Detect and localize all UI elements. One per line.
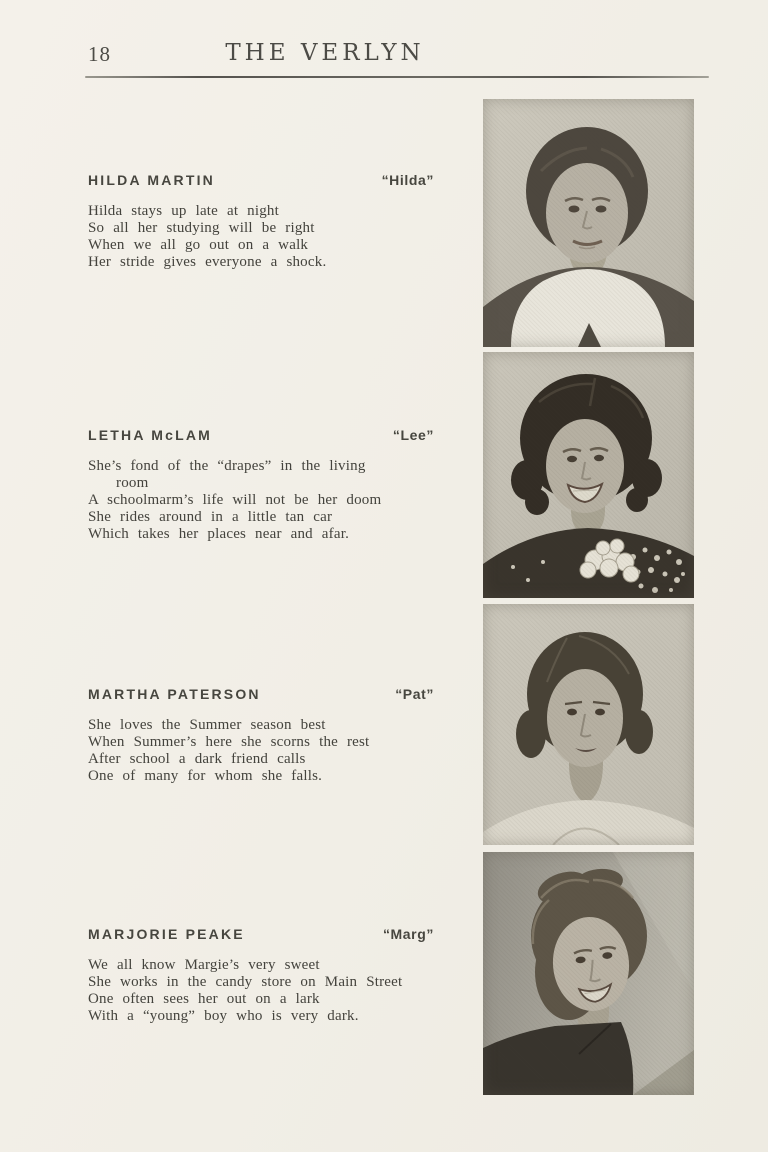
student-name: MARTHA PATERSON	[88, 686, 261, 702]
entry-header	[88, 427, 434, 443]
student-nickname: “Marg”	[382, 926, 434, 942]
portrait-martha-paterson-photo	[483, 604, 694, 845]
poem-line: She works in the candy store on Main Street	[88, 974, 403, 990]
poem-line: One often sees her out on a lark	[88, 991, 320, 1007]
student-entry	[88, 172, 462, 271]
student-name: MARJORIE PEAKE	[88, 926, 245, 942]
page-title: THE VERLYN	[225, 40, 425, 66]
photo-frame-1	[483, 99, 694, 347]
student-entry	[88, 427, 462, 543]
poem-line: One of many for whom she falls.	[88, 768, 323, 784]
portrait-marjorie-peake-photo	[483, 852, 694, 1095]
portrait-hilda-martin-photo	[483, 99, 694, 347]
student-poem	[88, 717, 462, 785]
student-poem	[88, 458, 462, 543]
student-nickname: “Pat”	[395, 686, 434, 702]
poem-line: When we all go out on a walk	[88, 237, 309, 253]
poem-line: Hilda stays up late at night	[88, 203, 279, 219]
poem-line: She loves the Summer season best	[88, 717, 326, 733]
entry-header	[88, 926, 434, 942]
poem-line: So all her studying will be right	[88, 220, 315, 236]
student-poem	[88, 203, 462, 271]
student-nickname: “Lee”	[392, 427, 434, 443]
entry-header	[88, 686, 434, 702]
poem-line: When Summer’s here she scorns the rest	[88, 734, 370, 750]
poem-line: room	[116, 475, 149, 491]
photo-frame-2	[483, 352, 694, 598]
page-number: 18	[88, 42, 111, 66]
student-entry	[88, 686, 462, 785]
student-poem	[88, 957, 462, 1025]
student-name: LETHA McLAM	[88, 427, 213, 443]
header-rule	[85, 76, 709, 78]
student-entry	[88, 926, 462, 1025]
poem-line: Her stride gives everyone a shock.	[88, 254, 327, 270]
poem-line: We all know Margie’s very sweet	[88, 957, 320, 973]
poem-line: After school a dark friend calls	[88, 751, 306, 767]
poem-line: A schoolmarm’s life will not be her doom	[88, 492, 382, 508]
poem-line: She’s fond of the “drapes” in the living	[88, 458, 366, 474]
student-name: HILDA MARTIN	[88, 172, 215, 188]
photo-frame-3	[483, 604, 694, 845]
poem-line: With a “young” boy who is very dark.	[88, 1008, 359, 1024]
entry-header	[88, 172, 434, 188]
poem-line: She rides around in a little tan car	[88, 509, 333, 525]
poem-line: Which takes her places near and afar.	[88, 526, 350, 542]
portrait-letha-mclam-photo	[483, 352, 694, 598]
student-nickname: “Hilda”	[381, 172, 434, 188]
photo-frame-4	[483, 852, 694, 1095]
